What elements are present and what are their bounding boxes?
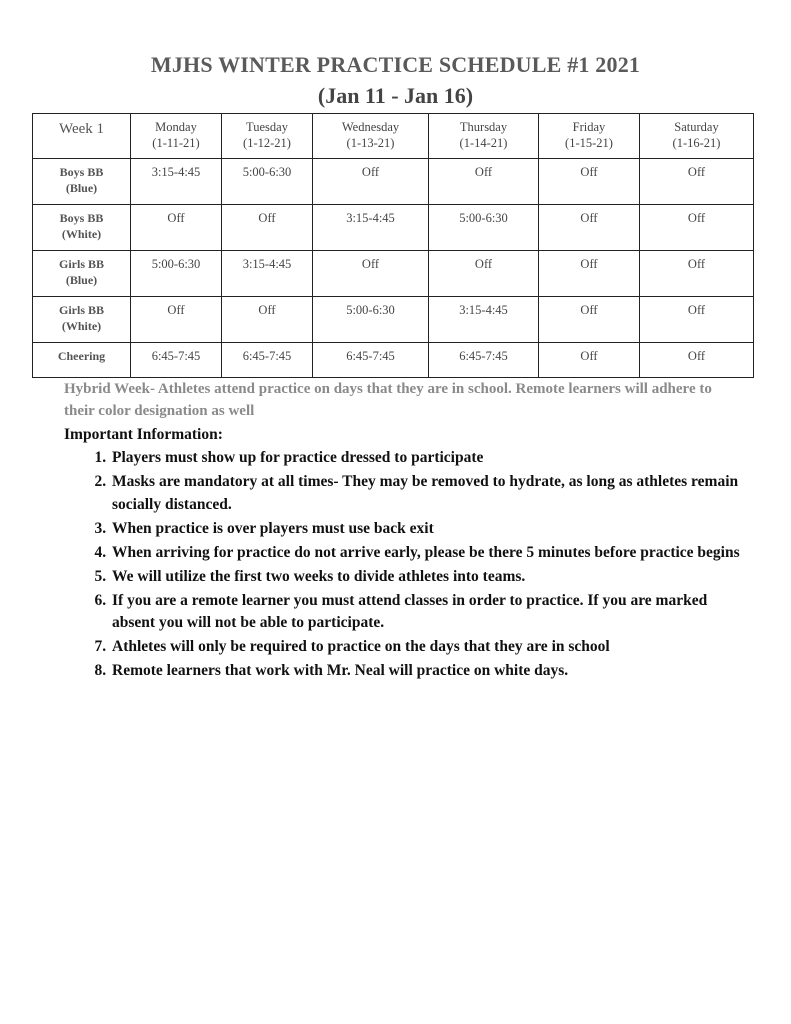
team-name: Boys BB [59, 211, 104, 225]
schedule-cell: Off [429, 159, 539, 205]
schedule-cell: Off [640, 251, 754, 297]
day-date: (1-16-21) [672, 136, 721, 150]
practice-schedule-table [32, 113, 754, 378]
team-label [33, 297, 131, 343]
schedule-cell: Off [313, 159, 429, 205]
day-name: Thursday [459, 120, 508, 134]
list-item: 5. We will utilize the first two weeks to divide athletes into teams. [110, 566, 750, 589]
schedule-cell: 3:15-4:45 [429, 297, 539, 343]
schedule-cell: 5:00-6:30 [429, 205, 539, 251]
day-date: (1-14-21) [459, 136, 508, 150]
important-info-list [88, 447, 750, 684]
schedule-cell: 6:45-7:45 [429, 343, 539, 378]
schedule-cell: 6:45-7:45 [222, 343, 313, 378]
important-info-heading: Important Information: [64, 426, 223, 443]
schedule-cell: 3:15-4:45 [313, 205, 429, 251]
day-header [313, 114, 429, 159]
schedule-cell: Off [539, 343, 640, 378]
table-header-row [33, 114, 754, 159]
list-item: 4. When arriving for practice do not arrive early, please be there 5 minutes before practice begins [110, 542, 750, 565]
day-header [640, 114, 754, 159]
schedule-cell: Off [640, 205, 754, 251]
day-name: Friday [572, 120, 606, 134]
schedule-cell: Off [640, 297, 754, 343]
team-name: Girls BB [58, 303, 104, 317]
day-date: (1-12-21) [243, 136, 291, 150]
team-name: Girls BB [58, 257, 104, 271]
team-color: (White) [61, 319, 102, 333]
day-name: Monday [155, 120, 197, 134]
team-name: Cheering [57, 349, 106, 363]
list-item: 6. If you are a remote learner you must attend classes in order to practice. If you are marked absent you will not be able to participate. [110, 590, 750, 635]
schedule-cell: 5:00-6:30 [313, 297, 429, 343]
day-date: (1-15-21) [565, 136, 613, 150]
schedule-cell: Off [313, 251, 429, 297]
schedule-cell: Off [539, 251, 640, 297]
week-label: Week 1 [33, 114, 131, 159]
table-row [33, 297, 754, 343]
table-row [33, 343, 754, 378]
team-name: Boys BB [59, 165, 104, 179]
schedule-cell: 6:45-7:45 [313, 343, 429, 378]
day-date: (1-13-21) [346, 136, 395, 150]
table-row [33, 251, 754, 297]
list-item: 3. When practice is over players must use back exit [110, 518, 750, 541]
list-item: 7. Athletes will only be required to practice on the days that they are in school [110, 636, 750, 659]
schedule-cell: Off [222, 205, 313, 251]
schedule-cell: Off [539, 297, 640, 343]
schedule-cell: 3:15-4:45 [222, 251, 313, 297]
day-name: Saturday [674, 120, 719, 134]
day-header [131, 114, 222, 159]
schedule-cell: 5:00-6:30 [222, 159, 313, 205]
list-item: 8. Remote learners that work with Mr. Neal will practice on white days. [110, 660, 750, 683]
schedule-cell: 3:15-4:45 [131, 159, 222, 205]
table-row [33, 205, 754, 251]
schedule-cell: Off [131, 297, 222, 343]
schedule-cell: Off [222, 297, 313, 343]
day-name: Wednesday [341, 120, 400, 134]
day-name: Tuesday [246, 120, 288, 134]
schedule-cell: Off [640, 159, 754, 205]
schedule-cell: Off [539, 159, 640, 205]
team-label [33, 343, 131, 378]
hybrid-week-note: Hybrid Week- Athletes attend practice on days that they are in school. Remote learners will adhere to their color designation as well [64, 381, 712, 419]
team-color: (White) [61, 227, 102, 241]
date-range-subtitle: (Jan 11 - Jan 16) [317, 83, 474, 108]
team-color: (Blue) [65, 181, 98, 195]
schedule-cell: Off [429, 251, 539, 297]
list-item: 1. Players must show up for practice dressed to participate [110, 447, 750, 470]
list-item: 2. Masks are mandatory at all times- They may be removed to hydrate, as long as athletes remain socially distanced. [110, 471, 750, 516]
team-color: (Blue) [65, 273, 98, 287]
schedule-cell: 5:00-6:30 [131, 251, 222, 297]
table-row [33, 159, 754, 205]
day-header [222, 114, 313, 159]
team-label [33, 205, 131, 251]
day-header [429, 114, 539, 159]
team-label [33, 159, 131, 205]
day-date: (1-11-21) [152, 136, 200, 150]
schedule-cell: 6:45-7:45 [131, 343, 222, 378]
schedule-cell: Off [131, 205, 222, 251]
page-title: MJHS WINTER PRACTICE SCHEDULE #1 2021 [150, 52, 641, 77]
day-header [539, 114, 640, 159]
schedule-cell: Off [539, 205, 640, 251]
schedule-cell: Off [640, 343, 754, 378]
team-label [33, 251, 131, 297]
